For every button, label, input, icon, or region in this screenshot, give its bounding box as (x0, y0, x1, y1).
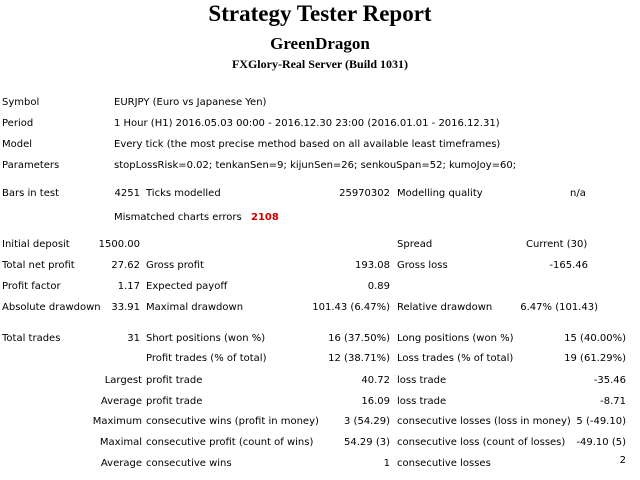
ticks-value: 25970302 (339, 188, 390, 199)
maximal-consec-loss-label: consecutive loss (count of losses) (397, 437, 566, 448)
initial-deposit-label: Initial deposit (2, 239, 70, 250)
max-consec-losses-value: 5 (-49.10) (576, 416, 626, 427)
abs-drawdown-value: 33.91 (111, 302, 140, 313)
gross-loss-value: -165.46 (549, 260, 588, 271)
profit-factor-value: 1.17 (117, 281, 140, 292)
mismatch-value: 2108 (251, 212, 279, 223)
max-consec-losses-label: consecutive losses (loss in money) (397, 416, 571, 427)
profit-factor-label: Profit factor (2, 281, 61, 292)
spread-value: Current (30) (526, 239, 588, 250)
mismatch-label: Mismatched charts errors (114, 212, 242, 223)
net-profit-label: Total net profit (2, 260, 75, 271)
bars-label: Bars in test (2, 188, 59, 199)
expected-payoff-label: Expected payoff (146, 281, 228, 292)
initial-deposit-value: 1500.00 (98, 239, 140, 250)
average-label: Average (100, 396, 142, 407)
short-positions-value: 16 (37.50%) (328, 333, 390, 344)
maximal-consec-profit-label: consecutive profit (count of wins) (146, 437, 314, 448)
bars-value: 4251 (114, 188, 140, 199)
largest-loss-label: loss trade (397, 375, 447, 386)
server-info: FXGlory-Real Server (Build 1031) (231, 57, 409, 71)
max-consec-wins-value: 3 (54.29) (344, 416, 390, 427)
symbol-value: EURJPY (Euro vs Japanese Yen) (114, 97, 267, 108)
gross-loss-label: Gross loss (397, 260, 448, 271)
report-title: Strategy Tester Report (208, 1, 432, 26)
gross-profit-value: 193.08 (355, 260, 390, 271)
profit-trades-label: Profit trades (% of total) (146, 353, 267, 364)
average-loss-label: loss trade (397, 396, 447, 407)
average-profit-label: profit trade (146, 396, 203, 407)
long-positions-value: 15 (40.00%) (564, 333, 626, 344)
largest-profit-value: 40.72 (361, 375, 390, 386)
expert-name: GreenDragon (270, 34, 370, 53)
short-positions-label: Short positions (won %) (146, 333, 266, 344)
average-consec-wins-label: consecutive wins (146, 458, 232, 469)
average-consec-losses-label: consecutive losses (397, 458, 491, 469)
max-drawdown-label: Maximal drawdown (146, 302, 244, 313)
average-profit-value: 16.09 (361, 396, 390, 407)
maximal-consec-loss-value: -49.10 (5) (576, 437, 626, 448)
gross-profit-label: Gross profit (146, 260, 204, 271)
maximal-label: Maximal (99, 437, 142, 448)
rel-drawdown-label: Relative drawdown (397, 302, 493, 313)
largest-label: Largest (104, 375, 142, 386)
period-label: Period (2, 118, 34, 129)
rel-drawdown-value: 6.47% (101.43) (520, 302, 598, 313)
parameters-value: stopLossRisk=0.02; tenkanSen=9; kijunSen=26; senkouSpan=52; kumoJoy=60; (114, 160, 517, 171)
total-trades-value: 31 (127, 333, 140, 344)
largest-loss-value: -35.46 (593, 375, 626, 386)
symbol-label: Symbol (2, 97, 40, 108)
average-consec-losses-value: 2 (619, 455, 626, 466)
largest-profit-label: profit trade (146, 375, 203, 386)
average-consec-label: Average (100, 458, 142, 469)
max-drawdown-value: 101.43 (6.47%) (312, 302, 390, 313)
abs-drawdown-label: Absolute drawdown (2, 302, 101, 313)
ticks-label: Ticks modelled (146, 188, 221, 199)
quality-label: Modelling quality (397, 188, 483, 199)
average-loss-value: -8.71 (600, 396, 626, 407)
expected-payoff-value: 0.89 (367, 281, 390, 292)
total-trades-label: Total trades (2, 333, 61, 344)
max-consec-wins-label: consecutive wins (profit in money) (146, 416, 319, 427)
long-positions-label: Long positions (won %) (397, 333, 514, 344)
spread-label: Spread (397, 239, 433, 250)
average-consec-wins-value: 1 (383, 458, 390, 469)
parameters-label: Parameters (2, 160, 60, 171)
loss-trades-label: Loss trades (% of total) (397, 353, 514, 364)
quality-value: n/a (570, 188, 586, 199)
loss-trades-value: 19 (61.29%) (564, 353, 626, 364)
maximum-label: Maximum (92, 416, 142, 427)
net-profit-value: 27.62 (111, 260, 140, 271)
profit-trades-value: 12 (38.71%) (328, 353, 390, 364)
model-value: Every tick (the most precise method based on all available least timeframes) (114, 139, 501, 150)
maximal-consec-profit-value: 54.29 (3) (344, 437, 390, 448)
period-value: 1 Hour (H1) 2016.05.03 00:00 - 2016.12.30 23:00 (2016.01.01 - 2016.12.31) (114, 118, 500, 129)
model-label: Model (2, 139, 33, 150)
